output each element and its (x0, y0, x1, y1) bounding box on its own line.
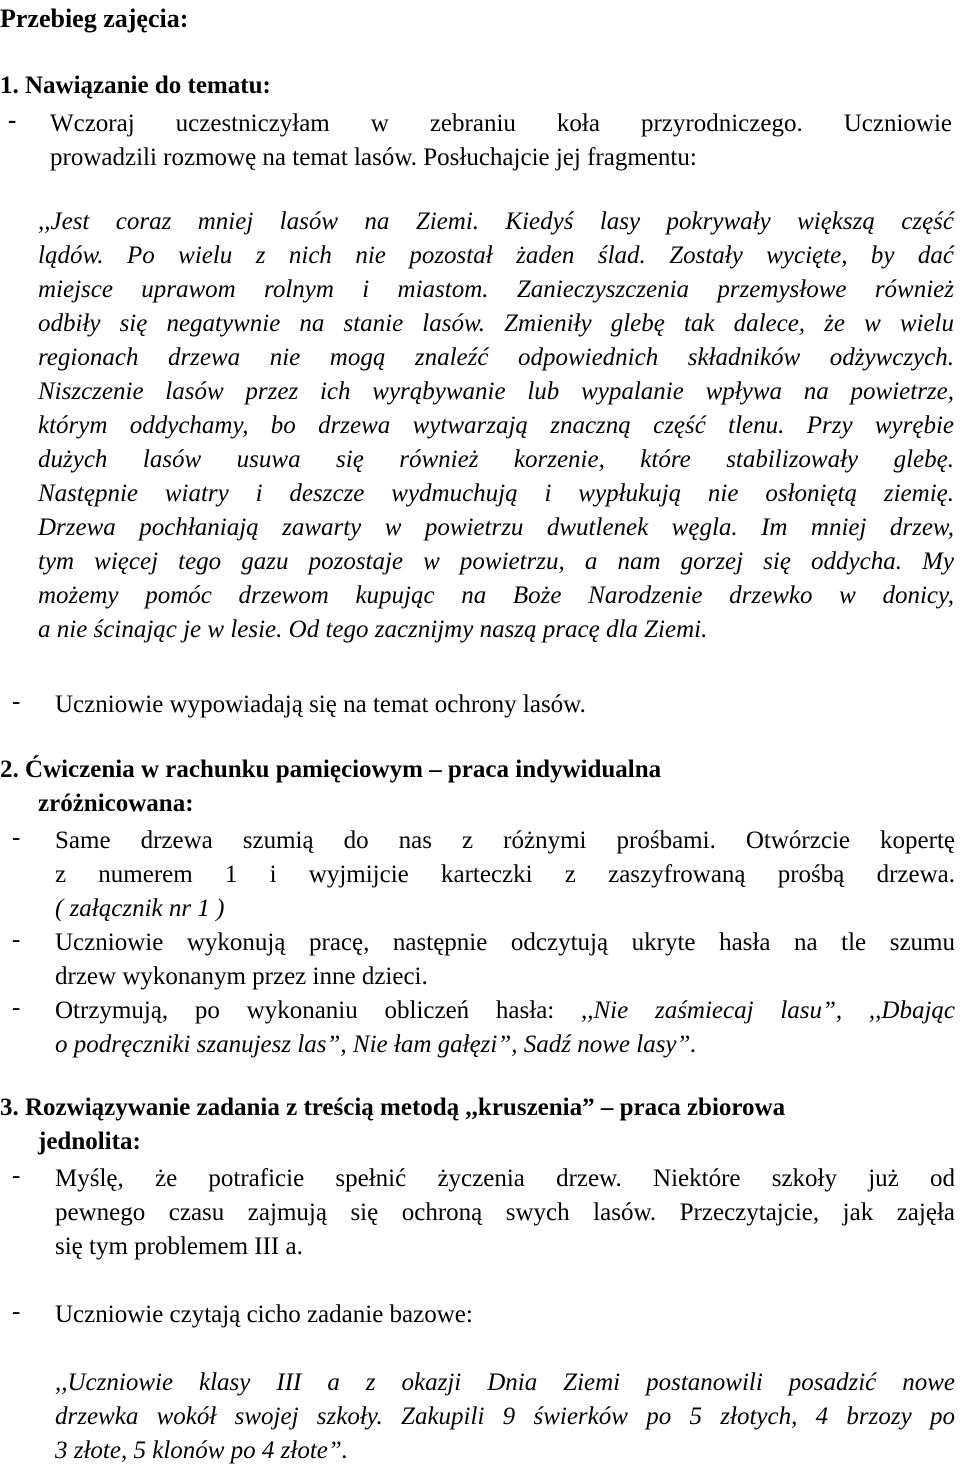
section-1-intro-cont (50, 141, 952, 175)
bullet-line: pewnego czasu zajmują się ochroną swych lasów. Przeczytajcie, jak zajęła (55, 1199, 955, 1226)
bullet-text: Uczniowie wypowiadają się na temat ochrony lasów. (55, 691, 586, 718)
quote-line: możemy pomóc drzewom kupując na Boże Narodzenie drzewko w donicy, (38, 582, 954, 609)
quote-line: Następnie wiatry i deszcze wydmuchują i wypłukują nie osłoniętą ziemię. (38, 480, 954, 507)
section-3-bullet-2 (55, 1298, 955, 1332)
quote-line: odbiły się negatywnie na stanie lasów. Zmieniły glebę tak dalece, że w wielu (38, 310, 954, 337)
section-3-bullet-2-dash: - (12, 1298, 21, 1325)
bullet-line: drzew wykonanym przez inne dzieci. (55, 963, 428, 990)
bullet-line-prefix: Otrzymują, po wykonaniu obliczeń hasła: (55, 997, 581, 1024)
bullet-line (55, 994, 955, 1028)
section-2-bullet-2-dash: - (12, 926, 21, 953)
quote-line: ,,Jest coraz mniej lasów na Ziemi. Kiedyś lasy pokrywały większą część (38, 208, 954, 235)
quote-line: tym więcej tego gazu pozostaje w powietrzu, a nam gorzej się oddycha. My (38, 548, 954, 575)
section-2-heading-cont: zróżnicowana: (38, 790, 194, 817)
bullet-line: Uczniowie czytają cicho zadanie bazowe: (55, 1301, 473, 1328)
section-1-bullet-dash: - (12, 688, 21, 715)
bullet-line-slogans: ,,Nie zaśmiecaj lasu”, ,,Dbając (581, 997, 955, 1024)
bullet-line: z numerem 1 i wyjmijcie karteczki z zaszyfrowaną prośbą drzewa. (55, 861, 955, 888)
quote-line: miejsce uprawom rolnym i miastom. Zanieczyszczenia przemysłowe również (38, 276, 954, 303)
section-2-bullet-1-dash: - (12, 824, 21, 851)
quote-line: Niszczenie lasów przez ich wyrąbywanie lub wypalanie wpływa na powietrze, (38, 378, 954, 405)
section-3-bullet-1-dash: - (12, 1162, 21, 1189)
section-1-intro (50, 107, 952, 141)
section-1-bullet (55, 688, 945, 722)
quote-line: lądów. Po wielu z nich nie pozostał żaden ślad. Zostały wycięte, by dać (38, 242, 954, 269)
page-title: Przebieg zajęcia: (0, 4, 189, 33)
bullet-line: Same drzewa szumią do nas z różnymi prośbami. Otwórzcie kopertę (55, 827, 955, 854)
intro-line: Wczoraj uczestniczyłam w zebraniu koła przyrodniczego. Uczniowie (50, 110, 952, 137)
section-2-heading: 2. Ćwiczenia w rachunku pamięciowym – praca indywidualna (0, 756, 662, 783)
intro-line: prowadzili rozmowę na temat lasów. Posłuchajcie jej fragmentu: (50, 144, 697, 171)
bullet-line: o podręczniki szanujesz las”, Nie łam gałęzi”, Sadź nowe lasy”. (55, 1031, 697, 1058)
section-2-bullet-3 (55, 994, 955, 1062)
section-3-heading-cont: jednolita: (38, 1128, 141, 1155)
section-3-bullet-1 (55, 1162, 955, 1264)
section-3-task (55, 1366, 955, 1468)
quote-line: którym oddychamy, bo drzewa wytwarzają znaczną część tlenu. Przy wyrębie (38, 412, 954, 439)
bullet-line: ( załącznik nr 1 ) (55, 895, 225, 922)
section-1-quote (38, 205, 954, 647)
section-1-heading: 1. Nawiązanie do tematu: (0, 72, 271, 99)
section-3-heading: 3. Rozwiązywanie zadania z treścią metodą ,,kruszenia” – praca zbiorowa (0, 1094, 786, 1121)
section-2-bullet-3-dash: - (12, 994, 21, 1021)
task-line: ,,Uczniowie klasy III a z okazji Dnia Ziemi postanowili posadzić nowe (55, 1369, 955, 1396)
quote-line: a nie ścinając je w lesie. Od tego zacznijmy naszą pracę dla Ziemi. (38, 616, 708, 643)
quote-line: regionach drzewa nie mogą znaleźć odpowiednich składników odżywczych. (38, 344, 954, 371)
task-line: 3 złote, 5 klonów po 4 złote”. (55, 1437, 349, 1464)
bullet-line: Uczniowie wykonują pracę, następnie odczytują ukryte hasła na tle szumu (55, 929, 955, 956)
section-1-intro-dash: - (8, 107, 17, 134)
section-2-bullet-2 (55, 926, 955, 994)
task-line: drzewka wokół swojej szkoły. Zakupili 9 świerków po 5 złotych, 4 brzozy po (55, 1403, 955, 1430)
section-2-bullet-1 (55, 824, 955, 926)
quote-line: dużych lasów usuwa się również korzenie, które stabilizowały glebę. (38, 446, 954, 473)
bullet-line: się tym problemem III a. (55, 1233, 303, 1260)
bullet-line: Myślę, że potraficie spełnić życzenia drzew. Niektóre szkoły już od (55, 1165, 955, 1192)
quote-line: Drzewa pochłaniają zawarty w powietrzu dwutlenek węgla. Im mniej drzew, (38, 514, 954, 541)
